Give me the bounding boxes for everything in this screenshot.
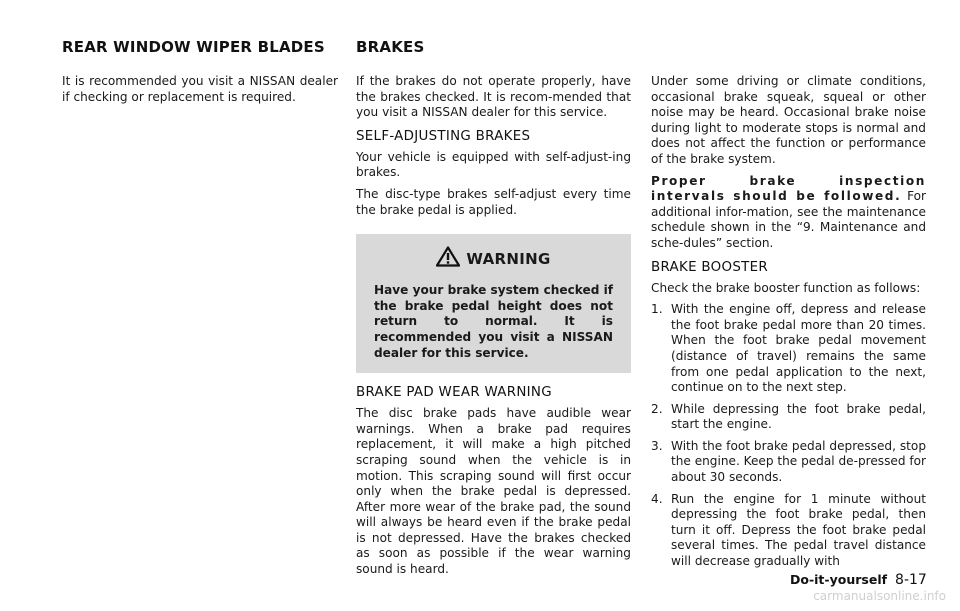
warning-box bbox=[356, 234, 631, 373]
inspection-bold-lead: Proper brake inspection intervals should be followed. bbox=[651, 173, 926, 204]
footer-section-label: Do-it-yourself bbox=[790, 572, 888, 587]
pad-wear-paragraph: The disc brake pads have audible wear warnings. When a brake pad requires replacement, it will make a high pitched scraping sound when the vehicle is in motion. This scraping sound will first occur only when the brake pedal is depressed. After more wear of the brake pad, the sound will always be heard even if the brake pedal is not depressed. Have the brakes checked as soon as possible if the wear warning sound is heard. bbox=[356, 406, 631, 577]
subheading-pad-wear: BRAKE PAD WEAR WARNING bbox=[356, 385, 552, 401]
rear-wiper-paragraph: It is recommended you visit a NISSAN dealer if checking or replacement is required. bbox=[62, 74, 338, 104]
brake-noise-paragraph: Under some driving or climate conditions, occasional brake squeak, squeal or other noise may be heard. Occasional brake noise during light to moderate stops is normal and does not affect the function or performance of the brake system. bbox=[651, 74, 926, 166]
page-number: 8-17 bbox=[895, 572, 927, 588]
subheading-self-adjusting: SELF-ADJUSTING BRAKES bbox=[356, 128, 531, 144]
warning-header bbox=[368, 246, 619, 271]
section-heading-brakes: BRAKES bbox=[356, 38, 425, 56]
section-heading-rear-wiper: REAR WINDOW WIPER BLADES bbox=[62, 38, 325, 56]
booster-intro-paragraph: Check the brake booster function as follows: bbox=[651, 280, 921, 295]
watermark: carmanualsonline.info bbox=[813, 589, 946, 603]
subheading-brake-booster: BRAKE BOOSTER bbox=[651, 259, 768, 275]
warning-triangle-icon bbox=[436, 246, 460, 271]
list-item: 3. With the foot brake pedal depressed, stop the engine. Keep the pedal de-pressed for about 30 seconds. bbox=[651, 438, 926, 485]
page-footer bbox=[790, 572, 927, 588]
booster-steps-list bbox=[651, 302, 926, 570]
brakes-intro-paragraph: If the brakes do not operate properly, have the brakes checked. It is recom-mended that you visit a NISSAN dealer for this service. bbox=[356, 74, 631, 120]
list-item: 1. With the engine off, depress and release the foot brake pedal more than 20 times. When the foot brake pedal movement (distance of travel) remains the same from one pedal application to the next, continue on to the next step. bbox=[651, 302, 926, 395]
warning-title: WARNING bbox=[466, 249, 551, 268]
self-adjusting-paragraph-2: The disc-type brakes self-adjust every time the brake pedal is applied. bbox=[356, 186, 631, 217]
warning-text: Have your brake system checked if the brake pedal height does not return to normal. It is recommended you visit a NISSAN dealer for this service. bbox=[374, 283, 613, 360]
list-item: 4. Run the engine for 1 minute without depressing the foot brake pedal, then turn it off. Depress the foot brake pedal several times. The pedal travel distance will decrease gradually with bbox=[651, 491, 926, 569]
self-adjusting-paragraph-1: Your vehicle is equipped with self-adjust-ing brakes. bbox=[356, 149, 631, 180]
inspection-text: For additional infor-mation, see the maintenance schedule shown in the “9. Maintenance and sche-dules” section. bbox=[651, 189, 926, 250]
list-item: 2. While depressing the foot brake pedal, start the engine. bbox=[651, 401, 926, 432]
inspection-paragraph bbox=[651, 174, 926, 252]
